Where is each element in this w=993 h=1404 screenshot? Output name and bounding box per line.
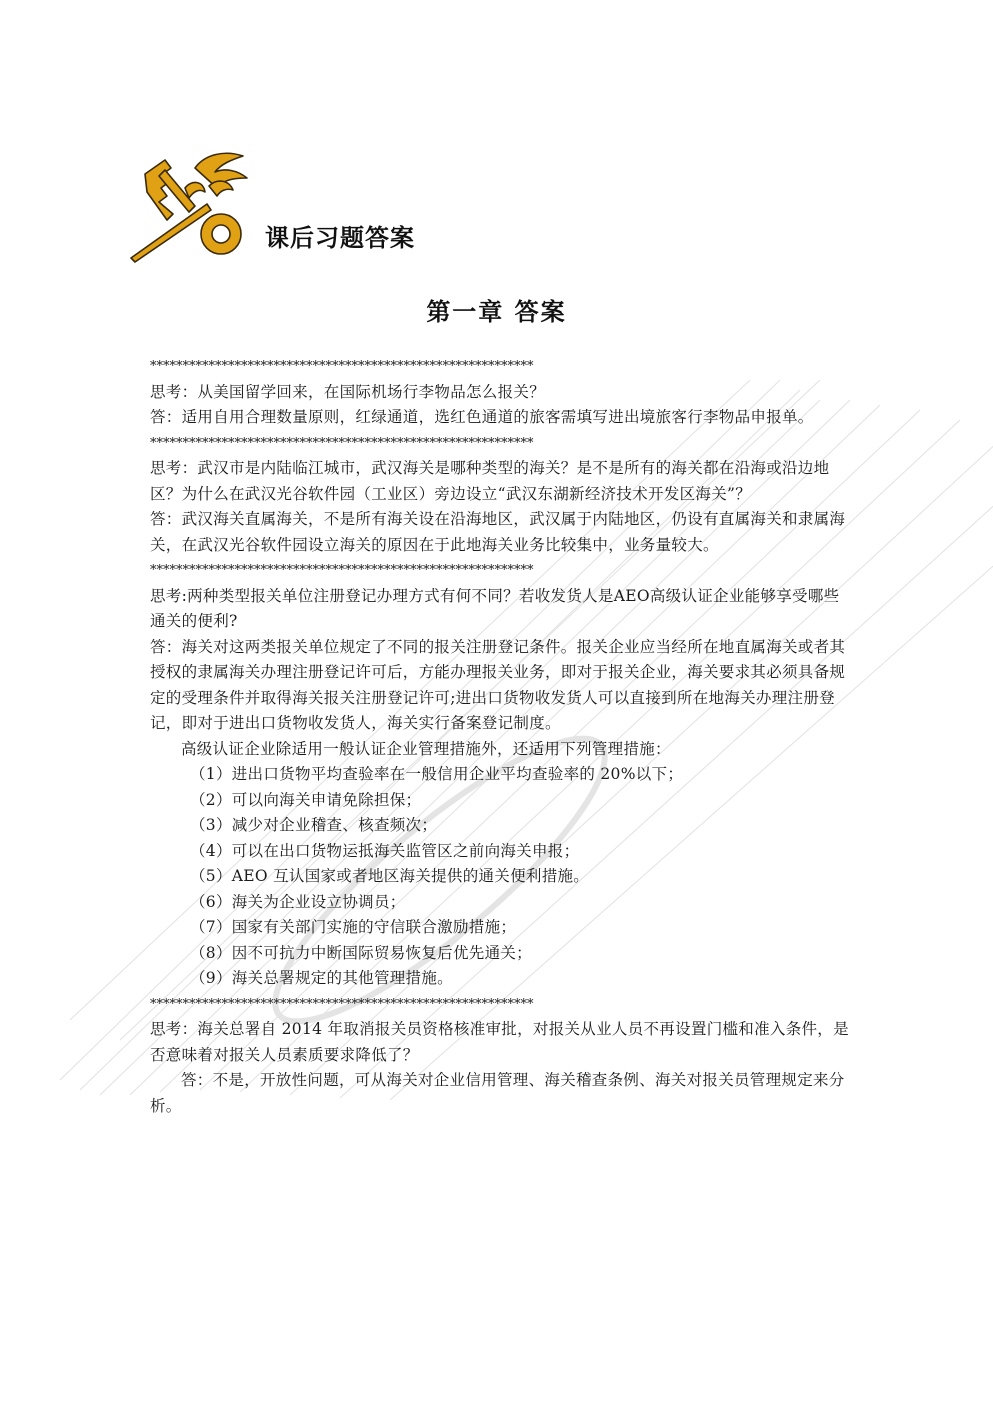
section-title: 课后习题答案 — [265, 224, 415, 252]
question-3: 思考:两种类型报关单位注册登记办理方式有何不同？若收发货人是AEO高级认证企业能够享受哪些通关的便利? — [150, 586, 840, 630]
measures-intro: 高级认证企业除适用一般认证企业管理措施外，还适用下列管理措施： — [181, 739, 671, 758]
question-1: 思考：从美国留学回来，在国际机场行李物品怎么报关？ — [150, 382, 546, 401]
measure-item: （9）海关总署规定的其他管理措施。 — [190, 969, 453, 987]
measure-item: （3）减少对企业稽查、核查频次； — [190, 816, 438, 834]
measure-item: （8）因不可抗力中断国际贸易恢复后优先通关； — [190, 943, 532, 962]
qa-body — [150, 354, 850, 1119]
answer-3: 答：海关对这两类报关单位规定了不同的报关注册登记条件。报关企业应当经所在地直属海关或者其授权的隶属海关办理注册登记许可后，方能办理报关业务，即对于报关企业，海关要求其必须具备规定的受理条件并取得海关报关注册登记许可;进出口货物收发货人可以直接到所在地海关办理注册登记，即对于进出口货物收发货人，海关实行备案登记制度。 — [150, 637, 846, 732]
separator-line: *********************************************************** — [150, 996, 534, 1012]
chapter-title: 第一章 答案 — [426, 298, 567, 326]
answer-2: 答：武汉海关直属海关，不是所有海关设在沿海地区，武汉属于内陆地区，仍设有直属海关和隶属海关，在武汉光谷软件园设立海关的原因在于此地海关业务比较集中，业务量较大。 — [150, 510, 846, 554]
measure-item: （1）进出口货物平均查验率在一般信用企业平均查验率的 20%以下； — [190, 765, 684, 783]
answer-1: 答：适用自用合理数量原则，红绿通道，选红色通道的旅客需填写进出境旅客行李物品申报单。 — [150, 408, 814, 426]
measure-item: （7）国家有关部门实施的守信联合激励措施； — [190, 918, 517, 936]
separator-line: *********************************************************** — [150, 563, 534, 578]
customs-key-emblem-logo — [125, 148, 255, 270]
separator-line: *********************************************************** — [150, 359, 534, 374]
question-4: 思考：海关总署自 2014 年取消报关员资格核准审批，对报关从业人员不再设置门槛和准入条件，是否意味着对报关人员素质要求降低了？ — [150, 1020, 849, 1064]
separator-line: *********************************************************** — [150, 435, 534, 451]
measure-item: （6）海关为企业设立协调员； — [190, 892, 406, 911]
question-2: 思考：武汉市是内陆临江城市，武汉海关是哪种类型的海关？是不是所有的海关都在沿海或沿边地区？为什么在武汉光谷软件园（工业区）旁边设立“武汉东湖新经济技术开发区海关”？ — [150, 459, 830, 503]
measure-item: （4）可以在出口货物运抵海关监管区之前向海关申报； — [190, 841, 580, 860]
measure-item: （5）AEO 互认国家或者地区海关提供的通关便利措施。 — [190, 867, 590, 885]
answer-4: 答：不是，开放性问题，可从海关对企业信用管理、海关稽查条例、海关对报关员管理规定来分析。 — [150, 1071, 845, 1115]
measure-item: （2）可以向海关申请免除担保； — [190, 790, 422, 809]
